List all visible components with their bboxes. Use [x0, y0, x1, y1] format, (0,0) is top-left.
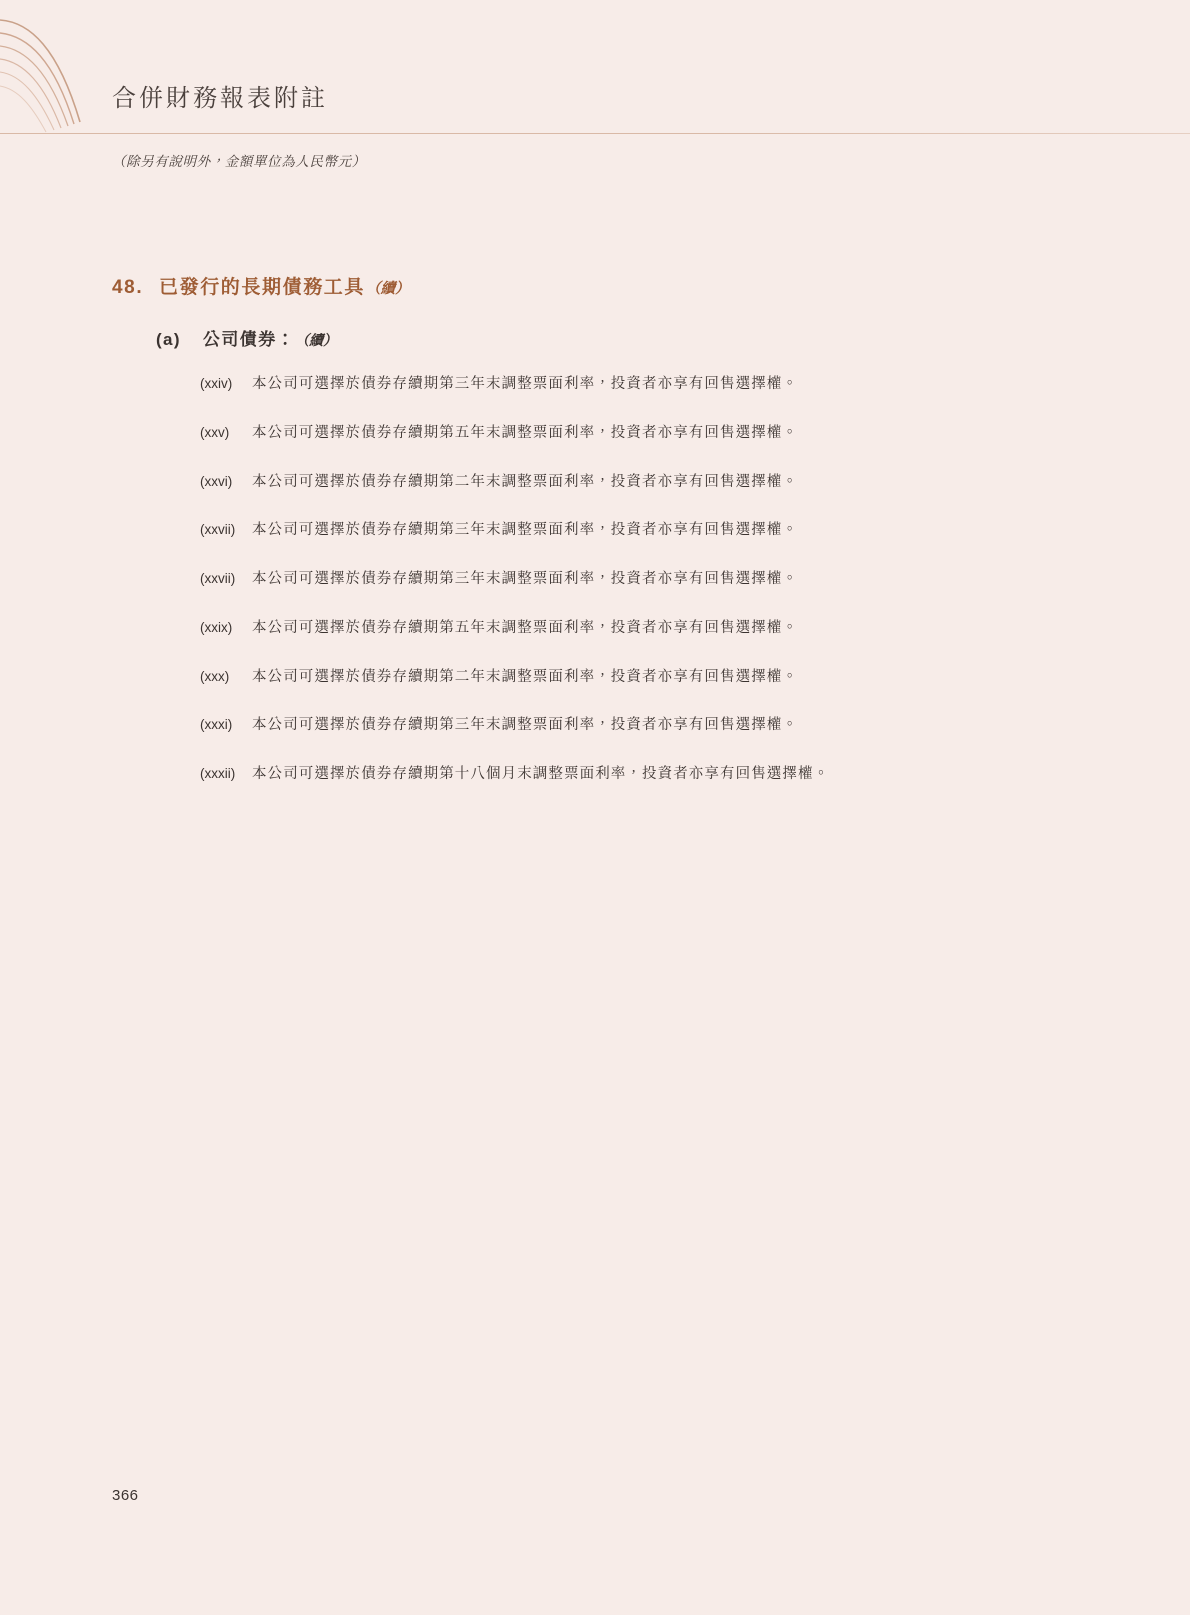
list-item-text: 本公司可選擇於債券存續期第三年末調整票面利率，投資者亦享有回售選擇權。: [252, 522, 798, 539]
list-item-text: 本公司可選擇於債券存續期第三年末調整票面利率，投資者亦享有回售選擇權。: [252, 717, 798, 734]
page-header: [112, 78, 1150, 127]
list-item-text: 本公司可選擇於債券存續期第五年末調整票面利率，投資者亦享有回售選擇權。: [252, 619, 798, 636]
header-divider: [0, 133, 1190, 134]
list-item-marker: (xxv): [200, 424, 230, 440]
list-item-text: 本公司可選擇於債券存續期第二年末調整票面利率，投資者亦享有回售選擇權。: [252, 473, 798, 490]
subsection-label: (a): [156, 330, 181, 349]
list-item: [200, 520, 1130, 542]
list-item-text: 本公司可選擇於債券存續期第三年末調整票面利率，投資者亦享有回售選擇權。: [252, 571, 798, 587]
list-item-text: 本公司可選擇於債券存續期第三年末調整票面利率，投資者亦享有回售選擇權。: [252, 376, 798, 392]
list-item: [200, 569, 1130, 591]
list-item-marker: (xxvi): [200, 473, 233, 489]
subsection-continued-marker: （續）: [295, 332, 337, 348]
list-item: [200, 764, 1130, 786]
note-section: [112, 272, 1130, 813]
note-heading: [112, 272, 1130, 299]
currency-note: （除另有說明外，金額單位為人民幣元）: [112, 154, 366, 169]
corner-decoration-icon: [0, 0, 150, 150]
list-item-marker: (xxix): [200, 619, 233, 635]
note-title: 已發行的長期債務工具: [159, 277, 366, 298]
page-number: 366: [112, 1487, 139, 1504]
list-item-text: 本公司可選擇於債券存續期第五年末調整票面利率，投資者亦享有回售選擇權。: [252, 424, 798, 441]
list-item-marker: (xxx): [200, 668, 230, 684]
note-number: 48.: [112, 277, 144, 298]
list-item: [200, 374, 1130, 396]
subsection-heading: [156, 325, 1130, 350]
list-item-text: 本公司可選擇於債券存續期第十八個月末調整票面利率，投資者亦享有回售選擇權。: [252, 766, 830, 782]
list-item-marker: (xxxi): [200, 717, 233, 733]
page-title: 合併財務報表附註: [112, 84, 328, 112]
list-item: [200, 715, 1130, 737]
list-item: [200, 618, 1130, 640]
note-item-list: [200, 374, 1130, 786]
list-item-marker: (xxvii): [200, 571, 236, 586]
list-item: [200, 423, 1130, 445]
list-item: [200, 667, 1130, 689]
list-item-marker: (xxxii): [200, 766, 236, 781]
note-continued-marker: （續）: [366, 281, 410, 297]
list-item-marker: (xxiv): [200, 376, 233, 391]
subsection-title: 公司債券：: [203, 330, 295, 349]
list-item: [200, 472, 1130, 494]
list-item-text: 本公司可選擇於債券存續期第二年末調整票面利率，投資者亦享有回售選擇權。: [252, 668, 798, 685]
list-item-marker: (xxvii): [200, 522, 236, 538]
